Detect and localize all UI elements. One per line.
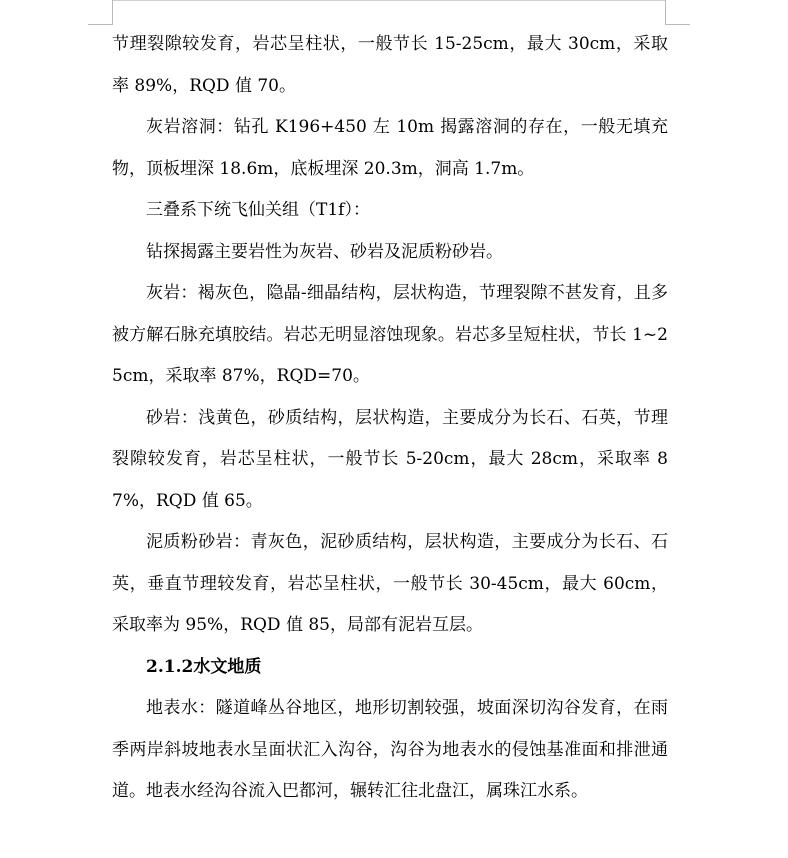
paragraph-surface-water: 地表水：隧道峰丛谷地区，地形切割较强，坡面深切沟谷发育，在雨季两岸斜坡地表水呈面状汇入沟谷，沟谷为地表水的侵蚀基准面和排泄通道。地表水经沟谷流入巴都河，辗转汇往北盘江，属珠江水系。: [112, 698, 668, 801]
paragraph-sandstone: 砂岩：浅黄色，砂质结构，层状构造，主要成分为长石、石英，节理裂隙较发育，岩芯呈柱状，一般节长 5-20cm，最大 28cm，采取率 87%，RQD 值 65。: [112, 407, 668, 511]
crop-mark-left: [88, 0, 113, 25]
section-heading-hydrogeology: 2.1.2水文地质: [146, 656, 262, 677]
paragraph-lithology-summary: 钻探揭露主要岩性为灰岩、砂岩及泥质粉砂岩。: [146, 241, 503, 262]
page-top-edge: [112, 0, 665, 1]
paragraph-limestone: 灰岩：褐灰色，隐晶-细晶结构，层状构造，节理裂隙不甚发育，且多被方解石脉充填胶结。岩芯无明显溶蚀现象。岩芯多呈短柱状，节长 1~25cm，采取率 87%，RQD=70。: [112, 283, 668, 386]
crop-mark-right: [665, 0, 690, 25]
document-body[interactable]: [112, 24, 668, 813]
paragraph-limestone-cave: 灰岩溶洞：钻孔 K196+450 左 10m 揭露溶洞的存在，一般无填充物，顶板埋深 18.6m，底板埋深 20.3m，洞高 1.7m。: [112, 117, 668, 179]
paragraph-argillaceous-siltstone: 泥质粉砂岩：青灰色，泥砂质结构，层状构造，主要成分为长石、石英，垂直节理较发育，岩芯呈柱状，一般节长 30-45cm，最大 60cm，采取率为 95%，RQD 值 85，局部有泥岩互层。: [112, 532, 668, 635]
paragraph-feixianguan-formation: 三叠系下统飞仙关组（T1f）：: [146, 200, 370, 220]
paragraph-rock-core-continued: 节理裂隙较发育，岩芯呈柱状，一般节长 15-25cm，最大 30cm，采取率 89%，RQD 值 70。: [112, 34, 668, 96]
